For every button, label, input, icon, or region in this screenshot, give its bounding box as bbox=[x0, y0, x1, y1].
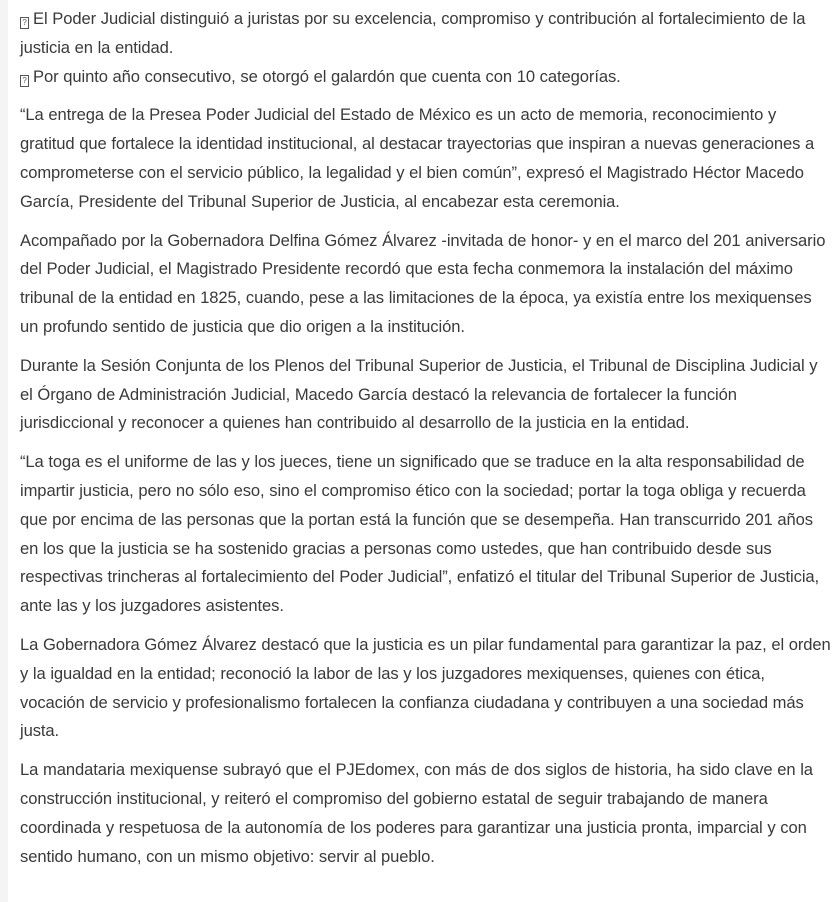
missing-glyph-icon: ? bbox=[20, 17, 29, 29]
highlight-text: El Poder Judicial distinguió a juristas por su excelencia, compromiso y contribución al fortalecimiento de la justicia en la entidad. bbox=[20, 9, 806, 57]
paragraph: Durante la Sesión Conjunta de los Plenos del Tribunal Superior de Justicia, el Tribunal de Disciplina Judicial y el Órgano de Administración Judicial, Macedo García destacó la relevancia de fortalecer la función jurisdiccional y reconocer a quienes han contribuido al desarrollo de la justicia en la entidad. bbox=[20, 355, 818, 433]
paragraph: “La toga es el uniforme de las y los jueces, tiene un significado que se traduce en la alta responsabilidad de impartir justicia, pero no sólo eso, sino el compromiso ético con la sociedad; portar la toga obliga y recuerda que por encima de las personas que la portan está la función que se desempeña. Han transcurrido 201 años en los que la justicia se ha sostenido gracias a personas como ustedes, que han contribuido desde sus respectivas trincheras al fortalecimiento del Poder Judicial”, enfatizó el titular del Tribunal Superior de Justicia, ante las y los juzgadores asistentes. bbox=[20, 452, 820, 616]
left-margin-strip bbox=[0, 0, 8, 902]
article-body bbox=[20, 5, 832, 881]
paragraph: La mandataria mexiquense subrayó que el PJEdomex, con más de dos siglos de historia, ha sido clave en la construcción institucional, y reiteró el compromiso del gobierno estatal de seguir trabajando de manera coordinada y respetuosa de la autonomía de los poderes para garantizar una justicia pronta, imparcial y con sentido humano, con un mismo objetivo: servir al pueblo. bbox=[20, 760, 813, 866]
article-highlights bbox=[20, 5, 832, 91]
paragraph: Acompañado por la Gobernadora Delfina Gómez Álvarez -invitada de honor- y en el marco del 201 aniversario del Poder Judicial, el Magistrado Presidente recordó que esta fecha conmemora la instalación del máximo tribunal de la entidad en 1825, cuando, pese a las limitaciones de la época, ya existía entre los mexiquenses un profundo sentido de justicia que dio origen a la institución. bbox=[20, 230, 826, 336]
paragraph: “La entrega de la Presea Poder Judicial del Estado de México es un acto de memoria, reconocimiento y gratitud que fortalece la identidad institucional, al destacar trayectorias que inspiran a nuevas generaciones a comprometerse con el servicio público, la legalidad y el bien común”, expresó el Magistrado Héctor Macedo García, Presidente del Tribunal Superior de Justicia, al encabezar esta ceremonia. bbox=[20, 105, 815, 211]
highlight-text: Por quinto año consecutivo, se otorgó el galardón que cuenta con 10 categorías. bbox=[33, 66, 621, 86]
paragraph: La Gobernadora Gómez Álvarez destacó que la justicia es un pilar fundamental para garantizar la paz, el orden y la igualdad en la entidad; reconoció la labor de las y los juzgadores mexiquenses, quienes con ética, vocación de servicio y profesionalismo fortalecen la confianza ciudadana y contribuyen a una sociedad más justa. bbox=[20, 634, 831, 741]
highlight-item bbox=[20, 63, 832, 92]
missing-glyph-icon: ? bbox=[20, 75, 29, 87]
highlight-item bbox=[20, 5, 832, 63]
